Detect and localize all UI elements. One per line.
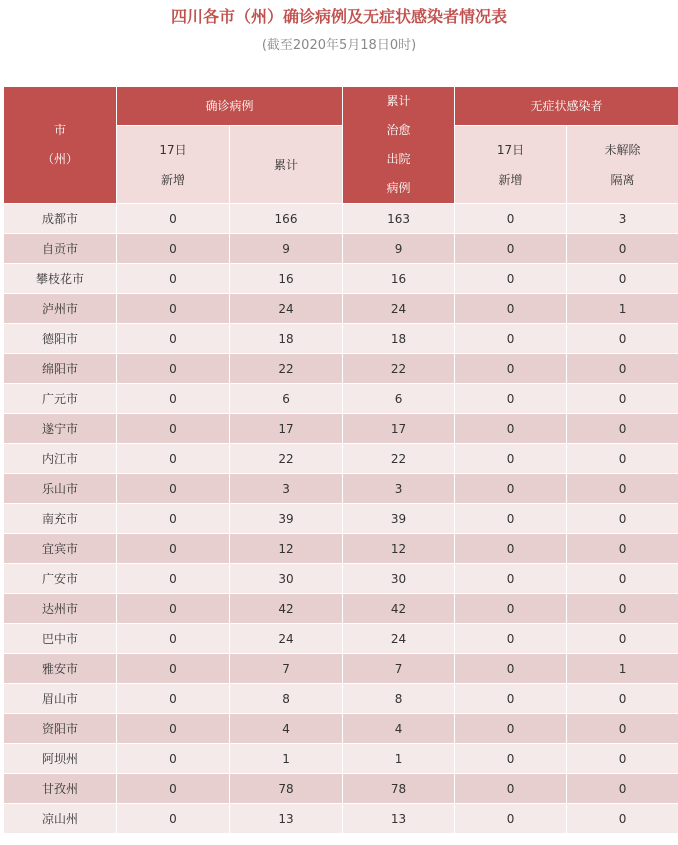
cell-total: 30 (230, 564, 343, 594)
table-row (4, 444, 678, 474)
table-row (4, 504, 678, 534)
page-title: 四川各市（州）确诊病例及无症状感染者情况表 (170, 7, 507, 26)
cell-recovered: 78 (343, 774, 455, 804)
cell-city: 遂宁市 (4, 414, 117, 444)
cell-asym-pending: 1 (567, 654, 678, 684)
cell-total: 18 (230, 324, 343, 354)
cell-total: 3 (230, 474, 343, 504)
cell-recovered: 9 (343, 234, 455, 264)
cell-asym-pending: 0 (567, 564, 678, 594)
cell-city: 资阳市 (4, 714, 117, 744)
cell-recovered: 22 (343, 444, 455, 474)
table-row (4, 804, 678, 834)
cell-asym-new: 0 (455, 384, 567, 414)
cell-asym-new: 0 (455, 444, 567, 474)
cell-asym-new: 0 (455, 504, 567, 534)
table-row (4, 594, 678, 624)
header-confirmed-new: 17日 新增 (117, 126, 230, 204)
cell-city: 泸州市 (4, 294, 117, 324)
cell-asym-new: 0 (455, 324, 567, 354)
cell-asym-pending: 0 (567, 264, 678, 294)
cell-total: 1 (230, 744, 343, 774)
cell-asym-new: 0 (455, 774, 567, 804)
cell-city: 攀枝花市 (4, 264, 117, 294)
header-asym-new: 17日 新增 (455, 126, 567, 204)
cell-asym-new: 0 (455, 654, 567, 684)
cell-asym-pending: 0 (567, 324, 678, 354)
cell-new: 0 (117, 564, 230, 594)
table-row (4, 384, 678, 414)
cell-new: 0 (117, 354, 230, 384)
cell-new: 0 (117, 684, 230, 714)
cell-new: 0 (117, 594, 230, 624)
cell-asym-new: 0 (455, 294, 567, 324)
cell-recovered: 22 (343, 354, 455, 384)
cell-total: 12 (230, 534, 343, 564)
cell-recovered: 13 (343, 804, 455, 834)
cell-total: 39 (230, 504, 343, 534)
cell-asym-pending: 0 (567, 414, 678, 444)
cell-asym-new: 0 (455, 684, 567, 714)
cell-recovered: 3 (343, 474, 455, 504)
cell-asym-pending: 0 (567, 774, 678, 804)
table-row (4, 624, 678, 654)
table-row (4, 324, 678, 354)
cell-total: 13 (230, 804, 343, 834)
cell-new: 0 (117, 804, 230, 834)
cell-city: 自贡市 (4, 234, 117, 264)
cell-city: 广元市 (4, 384, 117, 414)
cell-asym-new: 0 (455, 474, 567, 504)
header-city: 市 （州） (4, 87, 117, 204)
table-row (4, 774, 678, 804)
cell-new: 0 (117, 624, 230, 654)
table-row (4, 354, 678, 384)
cell-city: 内江市 (4, 444, 117, 474)
cell-recovered: 7 (343, 654, 455, 684)
cell-asym-pending: 3 (567, 204, 678, 234)
table-row (4, 654, 678, 684)
cell-total: 16 (230, 264, 343, 294)
table-header (4, 87, 678, 204)
cell-recovered: 12 (343, 534, 455, 564)
table-row (4, 684, 678, 714)
cell-asym-new: 0 (455, 714, 567, 744)
cell-asym-pending: 0 (567, 354, 678, 384)
table-row (4, 714, 678, 744)
cell-new: 0 (117, 474, 230, 504)
cell-asym-pending: 0 (567, 624, 678, 654)
cell-total: 8 (230, 684, 343, 714)
cell-recovered: 4 (343, 714, 455, 744)
table-body (4, 204, 678, 834)
cell-new: 0 (117, 414, 230, 444)
cell-asym-pending: 0 (567, 474, 678, 504)
cell-recovered: 1 (343, 744, 455, 774)
cell-city: 宜宾市 (4, 534, 117, 564)
cell-total: 6 (230, 384, 343, 414)
cell-city: 成都市 (4, 204, 117, 234)
table-row (4, 234, 678, 264)
table-row (4, 564, 678, 594)
cell-asym-new: 0 (455, 204, 567, 234)
cell-total: 7 (230, 654, 343, 684)
cell-new: 0 (117, 744, 230, 774)
table-row (4, 474, 678, 504)
cell-new: 0 (117, 264, 230, 294)
cell-asym-new: 0 (455, 264, 567, 294)
cell-asym-pending: 0 (567, 534, 678, 564)
header-confirmed-total: 累计 (230, 126, 343, 204)
table-row (4, 414, 678, 444)
cell-city: 巴中市 (4, 624, 117, 654)
page-subtitle: (截至2020年5月18日0时) (261, 38, 417, 53)
table-row (4, 204, 678, 234)
header-confirmed: 确诊病例 (117, 87, 343, 126)
header-asymptomatic: 无症状感染者 (455, 87, 678, 126)
cell-asym-new: 0 (455, 414, 567, 444)
cell-city: 德阳市 (4, 324, 117, 354)
cell-recovered: 24 (343, 294, 455, 324)
cell-asym-pending: 0 (567, 804, 678, 834)
cases-table (3, 86, 678, 834)
cell-recovered: 42 (343, 594, 455, 624)
table-row (4, 264, 678, 294)
cell-city: 绵阳市 (4, 354, 117, 384)
cell-new: 0 (117, 324, 230, 354)
cell-city: 雅安市 (4, 654, 117, 684)
cell-asym-new: 0 (455, 804, 567, 834)
header-recovered: 累计 治愈 出院 病例 (343, 87, 455, 204)
cell-asym-pending: 0 (567, 714, 678, 744)
cell-recovered: 6 (343, 384, 455, 414)
cell-new: 0 (117, 444, 230, 474)
cell-total: 78 (230, 774, 343, 804)
cell-recovered: 8 (343, 684, 455, 714)
cell-city: 乐山市 (4, 474, 117, 504)
cell-new: 0 (117, 774, 230, 804)
cell-asym-new: 0 (455, 594, 567, 624)
cell-city: 凉山州 (4, 804, 117, 834)
cell-recovered: 16 (343, 264, 455, 294)
cell-total: 24 (230, 294, 343, 324)
cell-asym-new: 0 (455, 564, 567, 594)
cell-city: 阿坝州 (4, 744, 117, 774)
cell-city: 南充市 (4, 504, 117, 534)
cell-total: 166 (230, 204, 343, 234)
cell-asym-pending: 0 (567, 444, 678, 474)
cell-recovered: 17 (343, 414, 455, 444)
cell-asym-pending: 0 (567, 504, 678, 534)
header-asym-pending: 未解除 隔离 (567, 126, 678, 204)
cell-new: 0 (117, 234, 230, 264)
cell-city: 甘孜州 (4, 774, 117, 804)
cell-recovered: 30 (343, 564, 455, 594)
cell-city: 广安市 (4, 564, 117, 594)
cell-asym-pending: 1 (567, 294, 678, 324)
cell-asym-new: 0 (455, 234, 567, 264)
cell-recovered: 39 (343, 504, 455, 534)
cell-new: 0 (117, 534, 230, 564)
cell-asym-pending: 0 (567, 384, 678, 414)
cell-new: 0 (117, 204, 230, 234)
cell-total: 22 (230, 444, 343, 474)
cell-asym-pending: 0 (567, 744, 678, 774)
cell-recovered: 24 (343, 624, 455, 654)
table-row (4, 744, 678, 774)
cell-asym-new: 0 (455, 624, 567, 654)
cell-asym-pending: 0 (567, 234, 678, 264)
cell-recovered: 163 (343, 204, 455, 234)
cell-total: 4 (230, 714, 343, 744)
cell-new: 0 (117, 384, 230, 414)
cell-asym-new: 0 (455, 534, 567, 564)
cell-new: 0 (117, 504, 230, 534)
cell-asym-pending: 0 (567, 684, 678, 714)
cell-new: 0 (117, 294, 230, 324)
cell-total: 24 (230, 624, 343, 654)
cell-asym-new: 0 (455, 354, 567, 384)
cell-total: 42 (230, 594, 343, 624)
table-row (4, 534, 678, 564)
cell-total: 22 (230, 354, 343, 384)
cell-new: 0 (117, 654, 230, 684)
cell-city: 达州市 (4, 594, 117, 624)
cell-total: 9 (230, 234, 343, 264)
cell-total: 17 (230, 414, 343, 444)
cell-asym-pending: 0 (567, 594, 678, 624)
cell-city: 眉山市 (4, 684, 117, 714)
cell-recovered: 18 (343, 324, 455, 354)
cell-asym-new: 0 (455, 744, 567, 774)
cell-new: 0 (117, 714, 230, 744)
table-row (4, 294, 678, 324)
